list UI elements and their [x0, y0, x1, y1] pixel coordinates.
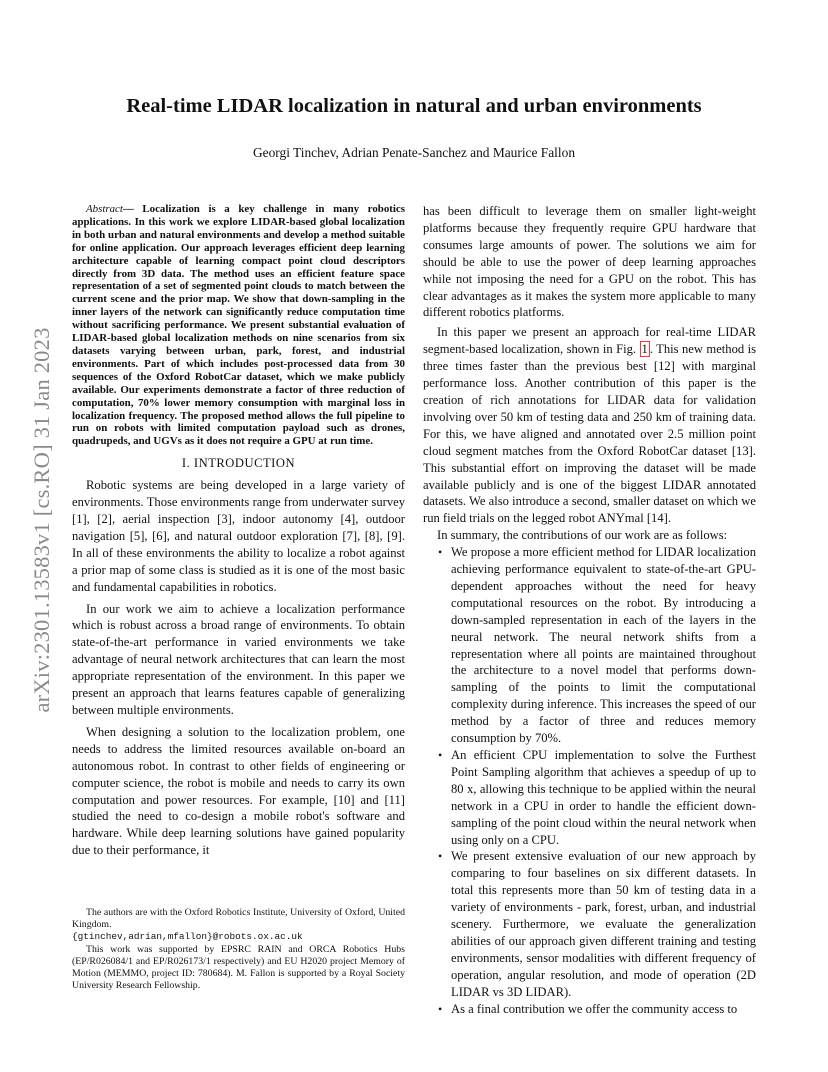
right-paragraph-1: has been difficult to leverage them on smaller light-weight platforms because they frequently require GPU hardware that consumes large amounts of power. The solutions we aim for should be able to use the power of deep learning approaches while not imposing the need for a GPU on the robot. This has clear advantages as it makes the system more applicable to many different robotics platforms. — [423, 204, 756, 320]
list-item: • As a final contribution we offer the community access to — [438, 1001, 738, 1016]
list-item: • We propose a more efficient method for LIDAR localization achieving performance equivalent to state-of-the-art GPU-dependent approaches without the need for heavy computational resources on the robot. By introducing a down-sampled representation in each of the layers in the neural network. The neural network shifts from a representation where all points are maintained throughout the architecture to a novel model that performs down-sampling of the points to limit the computational complexity during inference. This increases the speed of our method by a factor of three and reduces memory consumption by 70%. — [438, 545, 756, 746]
bullet-icon: • — [438, 748, 443, 762]
footnote-affiliation: The authors are with the Oxford Robotics Institute, University of Oxford, United Kingdom. — [72, 907, 405, 931]
intro-paragraph-2: In our work we aim to achieve a localization performance which is robust across a broad range of environments. To obtain state-of-the-art performance in varied environments we take advantage of neural network architectures that can learn the most appropriate representation of the environment. In this paper we present an approach that learns features capable of generalizing between multiple environments. — [72, 601, 405, 717]
list-item: • We present extensive evaluation of our new approach by comparing to four baselines on six different datasets. In total this represents more than 50 km of testing data in a variety of environments - park, forest, urban, and industrial scenery. Furthermore, we evaluate the generalization abilities of our approach given different training and testing environments, sensor modalities with different frequency of operation, angular resolution, and mode of operation (2D LIDAR vs 3D LIDAR). — [438, 849, 756, 999]
paper-title: Real-time LIDAR localization in natural and urban environments — [126, 95, 702, 117]
left-column — [72, 203, 405, 859]
right-paragraph-3: In summary, the contributions of our work are as follows: — [437, 528, 728, 543]
section-heading-introduction: I. INTRODUCTION — [181, 456, 296, 471]
arxiv-identifier: arXiv:2301.13583v1 [cs.RO] 31 Jan 2023 — [29, 327, 54, 713]
abstract — [72, 203, 405, 448]
contributions-list — [423, 544, 756, 1017]
footnote — [72, 907, 405, 992]
bullet-icon: • — [438, 849, 443, 864]
right-column — [423, 203, 756, 1018]
bullet-icon: • — [438, 545, 443, 560]
abstract-text: — Localization is a key challenge in many robotics applications. In this work we explore LIDAR-based global localization in both urban and natural environments and develop a method suitable for online application. Our approach leverages efficient deep learning architecture capable of learning compact point cloud descriptors directly from 3D data. The method uses an efficient feature space representation of a set of segmented point clouds to match between the current scene and the prior map. We show that down-sampling in the inner layers of the network can significantly reduce computation time without sacrificing performance. We present substantial evaluation of LIDAR-based global localization methods on nine scenarios from six datasets varying between urban, park, forest, and industrial environments. Part of which includes post-processed data from 30 sequences of the Oxford RobotCar dataset, which we make publicly available. Our experiments demonstrate a factor of three reduction of computation, 70% lower memory consumption with marginal loss in localization frequency. The proposed method allows the full pipeline to run on robots with limited computation payload such as drones, quadrupeds, and UGVs as it does not require a GPU at run time. — [72, 203, 405, 448]
intro-paragraph-1: Robotic systems are being developed in a large variety of environments. Those environments range from underwater survey [1], [2], aerial inspection [3], indoor autonomy [4], outdoor navigation [5], [6], and natural outdoor exploration [7], [8], [9]. In all of these environments the ability to localize a robot against a prior map of some class is studied as it is one of the most basic and fundamental capabilities in robotics. — [72, 478, 405, 594]
arxiv-sidebar — [22, 280, 62, 760]
footnote-emails: {gtinchev,adrian,mfallon}@robots.ox.ac.uk — [72, 931, 303, 943]
figure-reference-link[interactable]: 1 — [641, 342, 648, 357]
right-paragraph-2: In this paper we present an approach for real-time LIDAR segment-based localization, shown in Fig. 1 . This new method is three times faster than the previous best [12] with marginal performance loss. Another contribution of this paper is the creation of rich annotations for LIDAR data for validation involving over 50 km of testing data and 250 km of training data. For this, we have aligned and annotated over 2.5 million point cloud segment matches from the Oxford RobotCar dataset [13]. This substantial effort on improving the dataset will be made available publicly and is one of the biggest LIDAR annotated datasets. We also introduce a second, smaller dataset on which we run field trials on the legged robot ANYmal [14]. — [423, 325, 756, 526]
bullet-icon: • — [438, 1001, 443, 1016]
abstract-lead: Abstract — [86, 203, 123, 215]
intro-paragraph-3: When designing a solution to the localization problem, one needs to address the limited resources available on-board an autonomous robot. In contrast to other fields of engineering or computer science, the robot is mobile and needs to carry its own computation and power resources. For example, [10] and [11] studied the need to co-design a mobile robot's software and hardware. While deep learning solutions have gained popularity due to their performance, it — [72, 724, 405, 858]
list-item: • An efficient CPU implementation to solve the Furthest Point Sampling algorithm that achieves a speedup of up to 80 x, allowing this technique to be applied within the neural network in a CPU in order to handle the efficient down-sampling of the point cloud within the neural network when using only on a CPU. — [438, 748, 756, 847]
paper-authors: Georgi Tinchev, Adrian Penate-Sanchez and Maurice Fallon — [252, 145, 576, 160]
footnote-funding: This work was supported by EPSRC RAIN and ORCA Robotics Hubs (EP/R026084/1 and EP/R026173/1 respectively) and EU H2020 project Memory of Motion (MEMMO, project ID: 780684). M. Fallon is supported by a Royal Society University Research Fellowship. — [72, 943, 405, 992]
